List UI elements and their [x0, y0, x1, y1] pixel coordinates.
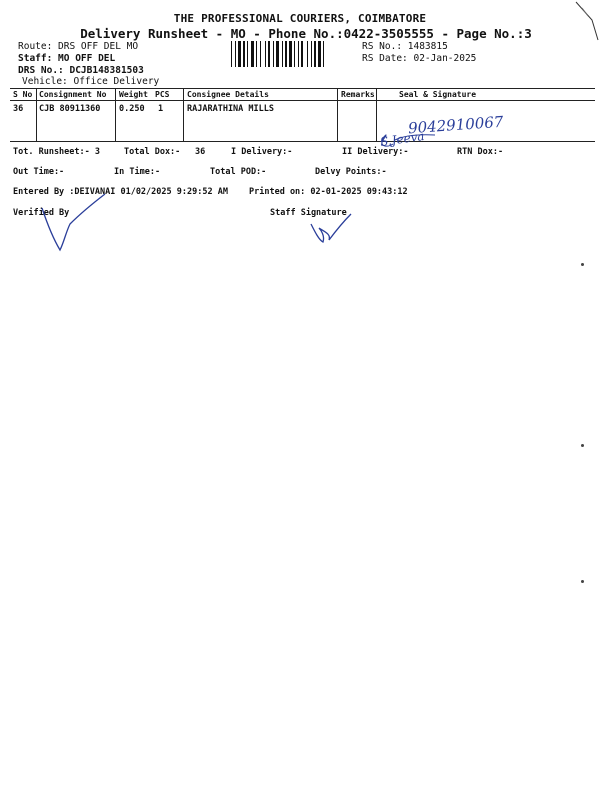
total-runsheet: Tot. Runsheet:- 3: [13, 147, 100, 157]
verified-signature: [30, 192, 115, 254]
staff-signature-label: Staff Signature: [270, 208, 347, 218]
scan-speck: [581, 580, 584, 583]
rs-date-label: RS Date: 02-Jan-2025: [362, 53, 477, 64]
staff-label: Staff: MO OFF DEL: [18, 53, 116, 64]
total-pod: Total POD:-: [210, 167, 267, 177]
delvy-points: Delvy Points:-: [315, 167, 387, 177]
ii-delivery: II Delivery:-: [342, 147, 409, 157]
verified-by-label: Verified By: [13, 208, 70, 218]
cell-pcs: 1: [158, 104, 164, 114]
drs-no-label: DRS No.: DCJB148381503: [18, 65, 144, 76]
col-header-sno: S No: [13, 90, 33, 99]
entered-by: Entered By :DEIVANAI 01/02/2025 9:29:52 AM: [13, 187, 228, 197]
col-header-remarks: Remarks: [341, 90, 375, 99]
col-header-consignee: Consignee Details: [187, 90, 269, 99]
cell-sno: 36: [13, 104, 24, 114]
handwritten-phone: 9042910067: [407, 112, 504, 138]
barcode: [231, 41, 353, 67]
col-header-seal: Seal & Signature: [399, 90, 477, 99]
runsheet-title: Delivery Runsheet - MO - Phone No.:0422-3505555 - Page No.:3: [80, 26, 532, 41]
company-name: THE PROFESSIONAL COURIERS, COIMBATORE: [173, 12, 427, 25]
printed-on: Printed on: 02-01-2025 09:43:12: [249, 187, 408, 197]
col-header-consignment: Consignment No: [39, 90, 107, 99]
cell-consignee: RAJARATHINA MILLS: [187, 104, 274, 114]
staff-signature: [305, 210, 355, 246]
folded-corner-artifact: [570, 0, 600, 42]
col-header-weight: Weight: [119, 90, 148, 99]
i-delivery: I Delivery:-: [231, 147, 293, 157]
rs-no-label: RS No.: 1483815: [362, 41, 448, 52]
total-dox-value: 36: [195, 147, 206, 157]
in-time: In Time:-: [114, 167, 161, 177]
cell-weight: 0.250: [119, 104, 145, 114]
rtn-dox: RTN Dox:-: [457, 147, 504, 157]
cell-consignment: CJB 80911360: [39, 104, 101, 114]
handwritten-name: S.Jeeva: [379, 128, 426, 150]
out-time: Out Time:-: [13, 167, 65, 177]
total-dox-label: Total Dox:-: [124, 147, 181, 157]
vehicle-label: Vehicle: Office Delivery: [22, 76, 160, 87]
scan-speck: [581, 263, 584, 266]
scan-speck: [581, 444, 584, 447]
col-header-pcs: PCS: [155, 90, 170, 99]
route-label: Route: DRS OFF DEL MO: [18, 41, 139, 52]
